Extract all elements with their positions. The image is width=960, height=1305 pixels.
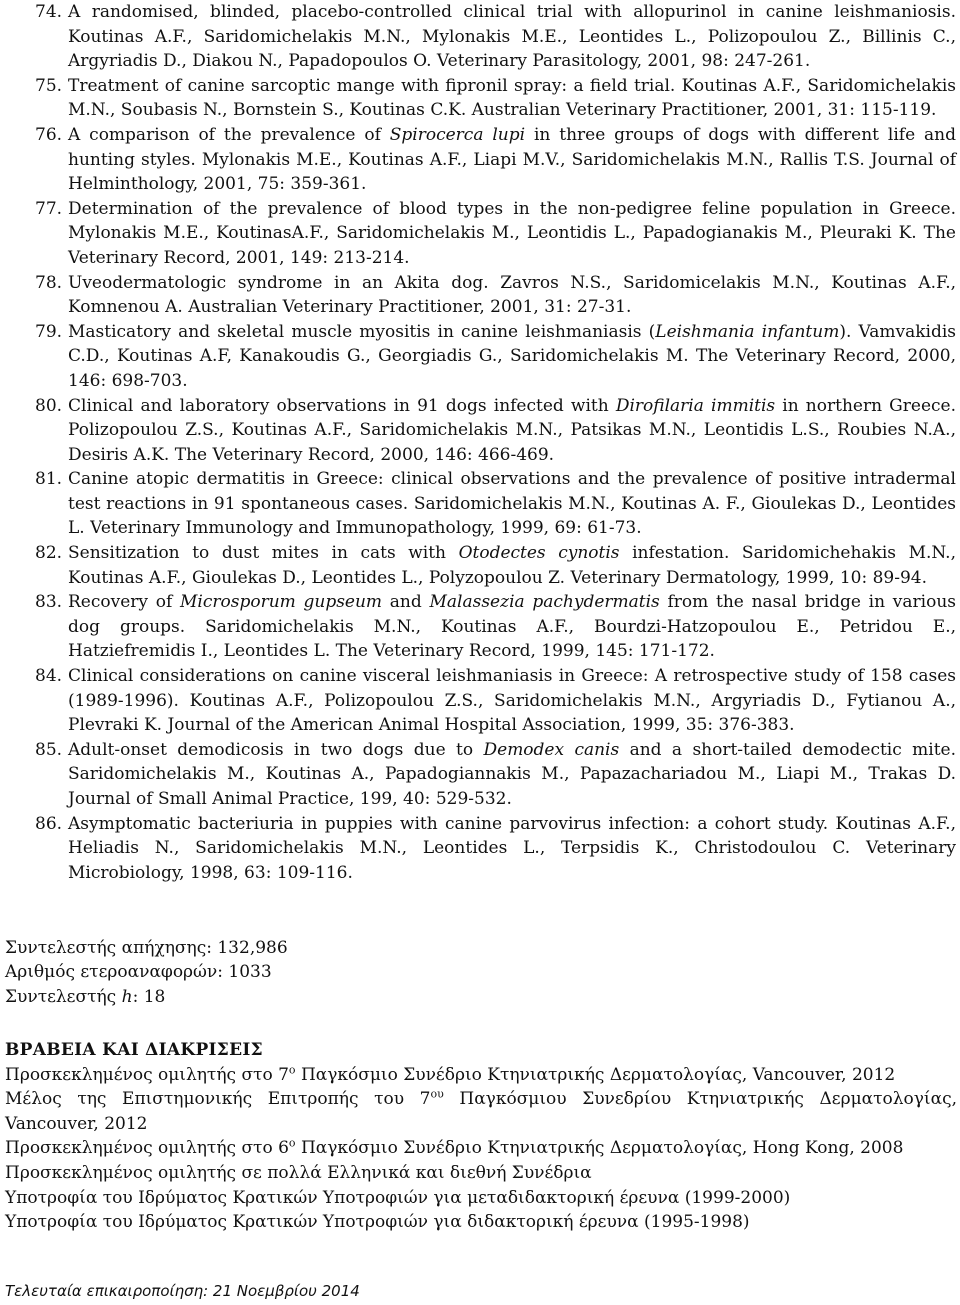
last-update-note: Τελευταία επικαιροποίηση: 21 Νοεμβρίου 2014 (5, 1282, 360, 1300)
species-name: Dirofilaria immitis (615, 395, 776, 416)
publication-item (0, 197, 960, 271)
publication-number: 78. (35, 272, 63, 293)
publication-number: 80. (35, 395, 63, 416)
publication-text: Asymptomatic bacteriuria in puppies with canine parvovirus infection: a cohort study. Koutinas A.F., Heliadis N., Saridomichelakis M.N., Leontides L., Terpsidis K., Christodoulou C. Veterinary Microbiology, 1998, 63: 109-116. (68, 813, 956, 883)
publication-text: Clinical and laboratory observations in 91 dogs infected with Dirofilaria immitis in northern Greece. Polizopoulou Z.S., Koutinas A.F., Saridomichelakis M.N., Patsikas M.N., Leontidis L.S., Roubies N.A., Desiris A.K. The Veterinary Record, 2000, 146: 466-469. (68, 395, 956, 465)
publication-item (0, 123, 960, 197)
publication-number: 81. (35, 469, 63, 490)
citation-count: Αριθμός ετεροαναφορών: 1033 (5, 962, 272, 983)
publication-number: 83. (35, 592, 63, 613)
publication-number: 76. (35, 124, 63, 145)
publication-text: A comparison of the prevalence of Spirocerca lupi in three groups of dogs with different life and hunting styles. Mylonakis M.E., Koutinas A.F., Liapi M.V., Saridomichelakis M.N., Rallis T.S. Journal of Helminthology, 2001, 75: 359-361. (68, 124, 956, 195)
publication-number: 74. (35, 2, 63, 22)
publication-number: 75. (35, 75, 63, 96)
species-name: Otodectes cynotis (458, 543, 620, 564)
citation-metrics (5, 936, 288, 1009)
publication-number: 84. (35, 666, 63, 687)
award-item: Υποτροφία του Ιδρύματος Κρατικών Υποτροφιών για μεταδιδακτορική έρευνα (1999-2000) (5, 1187, 791, 1208)
publication-item (0, 394, 960, 468)
publication-text: Recovery of Microsporum gupseum and Malassezia pachydermatis from the nasal bridge in various dog groups. Saridomichelakis M.N., Koutinas A.F., Bourdzi-Hatzopoulou E., Petridou E., Hatziefremidis I., Leontides L. The Veterinary Record, 1999, 145: 171-172. (68, 592, 956, 662)
species-name: Leishmania infantum (655, 321, 840, 342)
publication-number: 82. (35, 543, 63, 564)
species-name: Microsporum gupseum (180, 592, 383, 613)
publication-item (0, 812, 960, 886)
species-name: Demodex canis (483, 739, 620, 760)
publication-number: 79. (35, 321, 63, 342)
publication-text: Sensitization to dust mites in cats with Otodectes cynotis infestation. Saridomichehakis M.N., Koutinas A.F., Gioulekas D., Leontides L., Polyzopoulou Z. Veterinary Dermatology, 1999, 10: 89-94. (68, 543, 956, 588)
publication-text: Canine atopic dermatitis in Greece: clinical observations and the prevalence of positive intradermal test reactions in 91 spontaneous cases. Saridomichelakis M.N., Koutinas A. F., Gioulekas D., Leontides L. Veterinary Immunology and Immunopathology, 1999, 69: 61-73. (68, 469, 956, 539)
publication-text: A randomised, blinded, placebo-controlled clinical trial with allopurinol in canine leishmaniosis. Koutinas A.F., Saridomichelakis M.N., Mylonakis M.E., Leontides L., Polizopoulou Z., Billinis C., Argyriadis D., Diakou N., Papadopoulos O. Veterinary Parasitology, 2001, 98: 247-261. (68, 2, 956, 72)
publication-item (0, 541, 960, 590)
publication-item (0, 320, 960, 394)
publication-number: 77. (35, 198, 63, 219)
publication-item (0, 271, 960, 320)
species-name: Spirocerca lupi (389, 124, 526, 145)
publication-text: Adult-onset demodicosis in two dogs due to Demodex canis and a short-tailed demodectic mite. Saridomichelakis M., Koutinas A., Papadogiannakis M., Papazachariadou M., Liapi M., Trakas D. Journal of Small Animal Practice, 199, 40: 529-532. (68, 739, 956, 809)
awards-heading: ΒΡΑΒΕΙΑ ΚΑΙ ΔΙΑΚΡΙΣΕΙΣ (5, 1040, 263, 1060)
h-index: Συντελεστής h: 18 (5, 986, 166, 1007)
publication-item (0, 467, 960, 541)
award-item: Προσκεκλημένος ομιλητής στο $7^o$ Παγκόσμιο Συνέδριο Κτηνιατρικής Δερματολογίας, Vancouver, 2012 (5, 1062, 896, 1085)
award-item: Μέλος της Επιστημονικής Επιτροπής του $7^{o\upsilon}$ Παγκόσμιου Συνεδρίου Κτηνιατρικής Δερματολογίας, Vancouver, 2012 (5, 1087, 957, 1134)
publication-text: Masticatory and skeletal muscle myositis in canine leishmaniasis (Leishmania infantum). Vamvakidis C.D., Koutinas A.F, Kanakoudis G., Georgiadis G., Saridomichelakis M. The Veterinary Record, 2000, 146: 698-703. (68, 321, 957, 391)
award-item: Υποτροφία του Ιδρύματος Κρατικών Υποτροφιών για διδακτορική έρευνα (1995-1998) (5, 1212, 750, 1233)
publication-text: Treatment of canine sarcoptic mange with fipronil spray: a field trial. Koutinas A.F., Saridomichelakis M.N., Soubasis N., Bornstein S., Koutinas C.K. Australian Veterinary Practitioner, 2001, 31: 115-119. (68, 75, 956, 121)
publication-text: Clinical considerations on canine visceral leishmaniasis in Greece: A retrospective study of 158 cases (1989-1996). Koutinas A.F., Polizopoulou Z.S., Saridomichelakis M.N., Argyriadis D., Fytianou A., Plevraki K. Journal of the American Animal Hospital Association, 1999, 35: 376-383. (68, 666, 956, 736)
species-name: Malassezia pachydermatis (429, 592, 660, 613)
publication-item (0, 664, 960, 738)
publication-number: 86. (35, 813, 63, 834)
publication-number: 85. (35, 739, 63, 760)
awards-section (5, 1038, 957, 1235)
publication-item (0, 738, 960, 812)
publication-text: Uveodermatologic syndrome in an Akita dog. Zavros N.S., Saridomicelakis M.N., Koutinas A.F., Komnenou A. Australian Veterinary Practitioner, 2001, 31: 27-31. (68, 272, 956, 318)
award-item: Προσκεκλημένος ομιλητής σε πολλά Ελληνικά και διεθνή Συνέδρια (5, 1162, 592, 1183)
publication-item (0, 590, 960, 664)
impact-factor: Συντελεστής απήχησης: 132,986 (5, 938, 288, 958)
award-item: Προσκεκλημένος ομιλητής στο $6^o$ Παγκόσμιο Συνέδριο Κτηνιατρικής Δερματολογίας, Hong Kong, 2008 (5, 1136, 904, 1159)
publication-item (0, 0, 960, 74)
publication-text: Determination of the prevalence of blood types in the non-pedigree feline population in Greece. Mylonakis M.E., KoutinasA.F., Saridomichelakis M., Leontidis L., Papadogianakis M., Pleuraki K. The Veterinary Record, 2001, 149: 213-214. (68, 198, 956, 268)
publication-item (0, 74, 960, 123)
